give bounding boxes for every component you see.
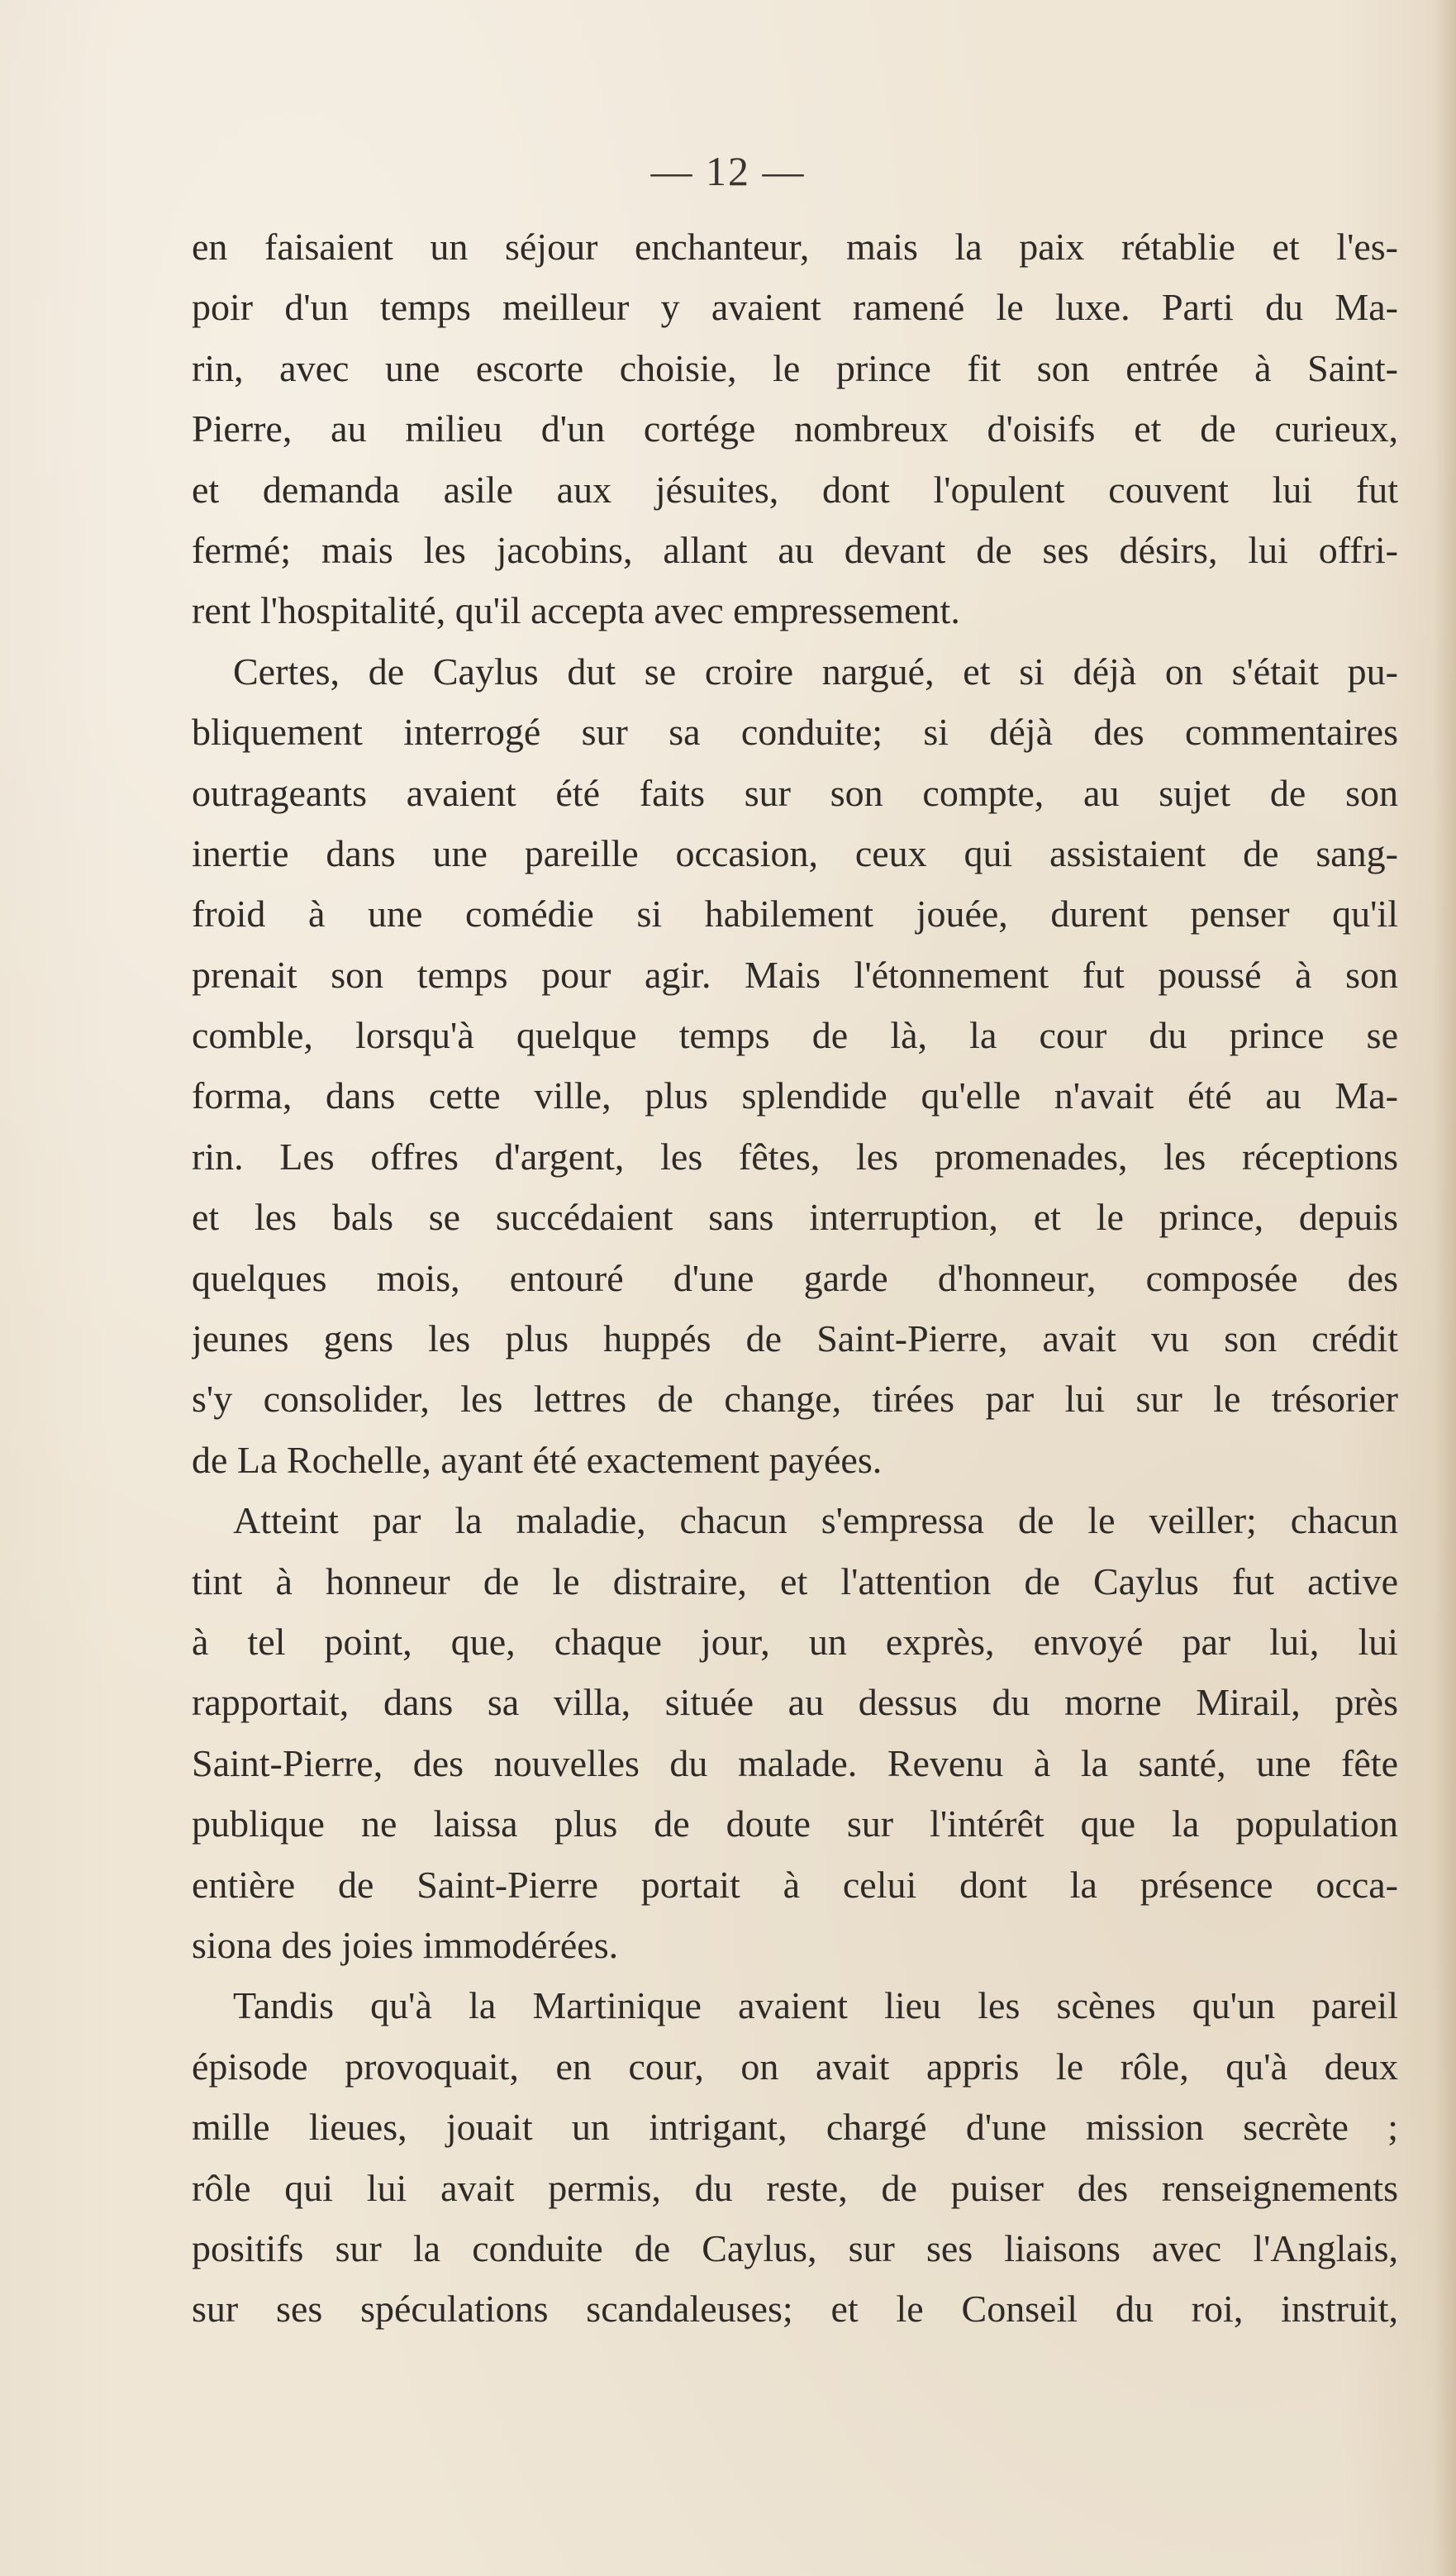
text-line: entière de Saint-Pierre portait à celui dont la présence occa- <box>192 1863 1398 1906</box>
text-line: rent l'hospitalité, qu'il accepta avec empressement. <box>192 589 960 632</box>
text-line: à tel point, que, chaque jour, un exprès, envoyé par lui, lui <box>192 1620 1398 1663</box>
page-edge-shadow <box>1433 0 1456 2576</box>
text-line: comble, lorsqu'à quelque temps de là, la cour du prince se <box>192 1014 1398 1057</box>
text-line: et demanda asile aux jésuites, dont l'opulent couvent lui fut <box>192 468 1398 511</box>
text-line: rin, avec une escorte choisie, le prince fit son entrée à Saint- <box>192 346 1398 389</box>
text-line: et les bals se succédaient sans interruption, et le prince, depuis <box>192 1196 1398 1239</box>
text-line: positifs sur la conduite de Caylus, sur ses liaisons avec l'Anglais, <box>192 2226 1398 2269</box>
text-line: rin. Les offres d'argent, les fêtes, les promenades, les réceptions <box>192 1135 1398 1178</box>
text-line: épisode provoquait, en cour, on avait appris le rôle, qu'à deux <box>192 2045 1398 2088</box>
text-line: en faisaient un séjour enchanteur, mais la paix rétablie et l'es- <box>192 226 1398 268</box>
paragraph-start-line: Tandis qu'à la Martinique avaient lieu les scènes qu'un pareil <box>233 1984 1398 2027</box>
text-line: Pierre, au milieu d'un cortége nombreux d'oisifs et de curieux, <box>192 407 1398 450</box>
text-line: forma, dans cette ville, plus splendide qu'elle n'avait été au Ma- <box>192 1074 1398 1117</box>
paragraph-start-line: Atteint par la maladie, chacun s'empressa de le veiller; chacun <box>233 1499 1398 1542</box>
text-line: rapportait, dans sa villa, située au dessus du morne Mirail, près <box>192 1681 1398 1724</box>
text-line: siona des joies immodérées. <box>192 1923 619 1966</box>
text-line: tint à honneur de le distraire, et l'attention de Caylus fut active <box>192 1559 1398 1602</box>
text-line: de La Rochelle, ayant été exactement payées. <box>192 1438 883 1481</box>
text-line: bliquement interrogé sur sa conduite; si déjà des commentaires <box>192 711 1398 754</box>
text-line: rôle qui lui avait permis, du reste, de puiser des renseignements <box>192 2166 1398 2209</box>
text-line: froid à une comédie si habilement jouée, durent penser qu'il <box>192 893 1398 936</box>
text-line: poir d'un temps meilleur y avaient ramené le luxe. Parti du Ma- <box>192 286 1398 329</box>
text-line: inertie dans une pareille occasion, ceux qui assistaient de sang- <box>192 831 1398 874</box>
page-number: — 12 — <box>650 148 806 194</box>
text-line: mille lieues, jouait un intrigant, chargé d'une mission secrète ; <box>192 2106 1398 2149</box>
text-line: quelques mois, entouré d'une garde d'honneur, composée des <box>192 1256 1398 1299</box>
text-line: outrageants avaient été faits sur son compte, au sujet de son <box>192 771 1398 814</box>
body-text <box>192 217 1398 2340</box>
paragraph-start-line: Certes, de Caylus dut se croire nargué, et si déjà on s'était pu- <box>233 650 1398 693</box>
text-line: s'y consolider, les lettres de change, tirées par lui sur le trésorier <box>192 1378 1398 1421</box>
text-line: fermé; mais les jacobins, allant au devant de ses désirs, lui offri- <box>192 528 1398 571</box>
text-line: publique ne laissa plus de doute sur l'intérêt que la population <box>192 1802 1398 1845</box>
text-line: sur ses spéculations scandaleuses; et le Conseil du roi, instruit, <box>192 2288 1398 2331</box>
text-line: prenait son temps pour agir. Mais l'étonnement fut poussé à son <box>192 953 1398 996</box>
text-line: jeunes gens les plus huppés de Saint-Pierre, avait vu son crédit <box>192 1317 1398 1360</box>
text-line: Saint-Pierre, des nouvelles du malade. Revenu à la santé, une fête <box>192 1741 1398 1784</box>
